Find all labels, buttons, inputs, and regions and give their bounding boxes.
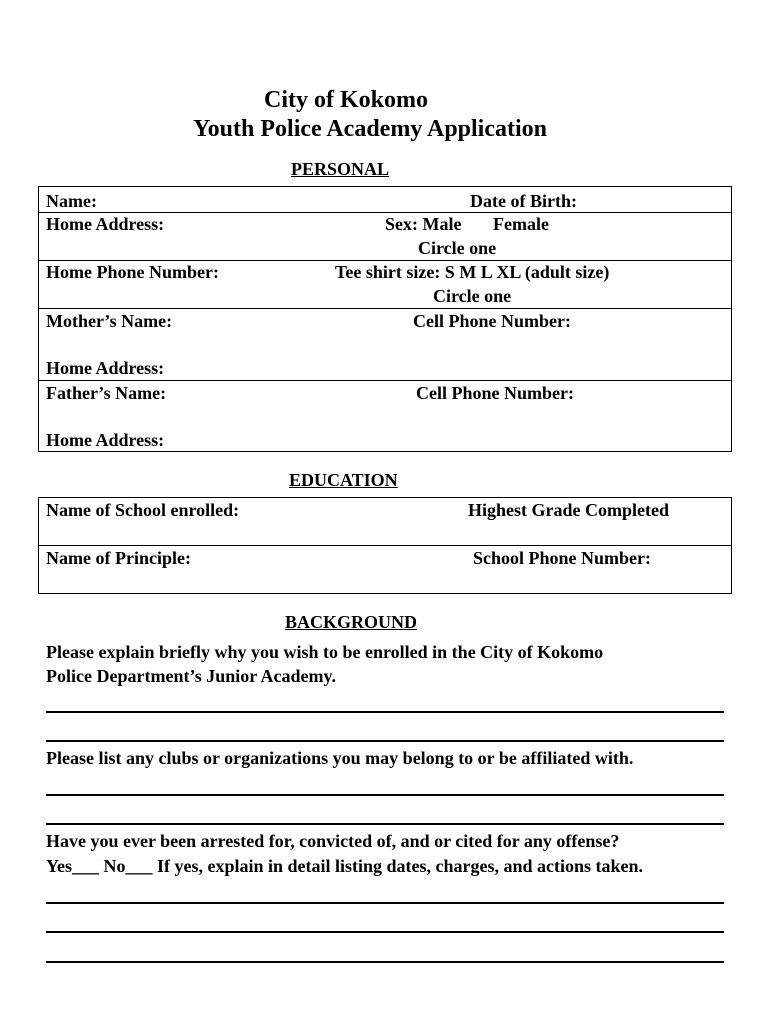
father-name-field[interactable]: Father’s Name: xyxy=(46,383,167,403)
question-arrest-history-cont: Yes___ No___ If yes, explain in detail listing dates, charges, and actions taken. xyxy=(46,856,644,876)
father-cell-phone-field[interactable]: Cell Phone Number: xyxy=(416,383,574,403)
divider xyxy=(38,545,732,546)
answer-line[interactable] xyxy=(46,823,724,825)
school-enrolled-field[interactable]: Name of School enrolled: xyxy=(46,500,240,520)
personal-heading: PERSONAL xyxy=(291,159,390,179)
question-enroll-reason: Please explain briefly why you wish to be enrolled in the City of Kokomo xyxy=(46,642,604,662)
question-clubs: Please list any clubs or organizations you may belong to or be affiliated with. xyxy=(46,748,634,768)
name-field[interactable]: Name: xyxy=(46,191,97,211)
circle-one-note: Circle one xyxy=(418,238,497,258)
principal-name-field[interactable]: Name of Principle: xyxy=(46,548,191,568)
home-phone-field[interactable]: Home Phone Number: xyxy=(46,262,219,282)
answer-line[interactable] xyxy=(46,961,724,963)
education-heading: EDUCATION xyxy=(289,470,398,490)
tshirt-size-field[interactable]: Tee shirt size: S M L XL (adult size) xyxy=(335,262,610,282)
mother-home-address-field[interactable]: Home Address: xyxy=(46,358,165,378)
home-address-field[interactable]: Home Address: xyxy=(46,214,165,234)
answer-line[interactable] xyxy=(46,931,724,933)
page-title: Youth Police Academy Application xyxy=(193,116,548,142)
mother-cell-phone-field[interactable]: Cell Phone Number: xyxy=(413,311,571,331)
question-arrest-history: Have you ever been arrested for, convicted of, and or cited for any offense? xyxy=(46,831,620,851)
date-of-birth-field[interactable]: Date of Birth: xyxy=(470,191,577,211)
circle-one-note: Circle one xyxy=(433,286,512,306)
highest-grade-field[interactable]: Highest Grade Completed xyxy=(468,500,669,520)
divider xyxy=(38,380,732,381)
city-title: City of Kokomo xyxy=(264,87,428,113)
answer-line[interactable] xyxy=(46,740,724,742)
answer-line[interactable] xyxy=(46,711,724,713)
school-phone-field[interactable]: School Phone Number: xyxy=(473,548,652,568)
background-heading: BACKGROUND xyxy=(285,612,418,632)
mother-name-field[interactable]: Mother’s Name: xyxy=(46,311,173,331)
father-home-address-field[interactable]: Home Address: xyxy=(46,430,165,450)
question-enroll-reason-cont: Police Department’s Junior Academy. xyxy=(46,666,336,686)
sex-field[interactable]: Sex: Male Female xyxy=(385,214,549,234)
answer-line[interactable] xyxy=(46,902,724,904)
divider xyxy=(38,308,732,309)
answer-line[interactable] xyxy=(46,794,724,796)
